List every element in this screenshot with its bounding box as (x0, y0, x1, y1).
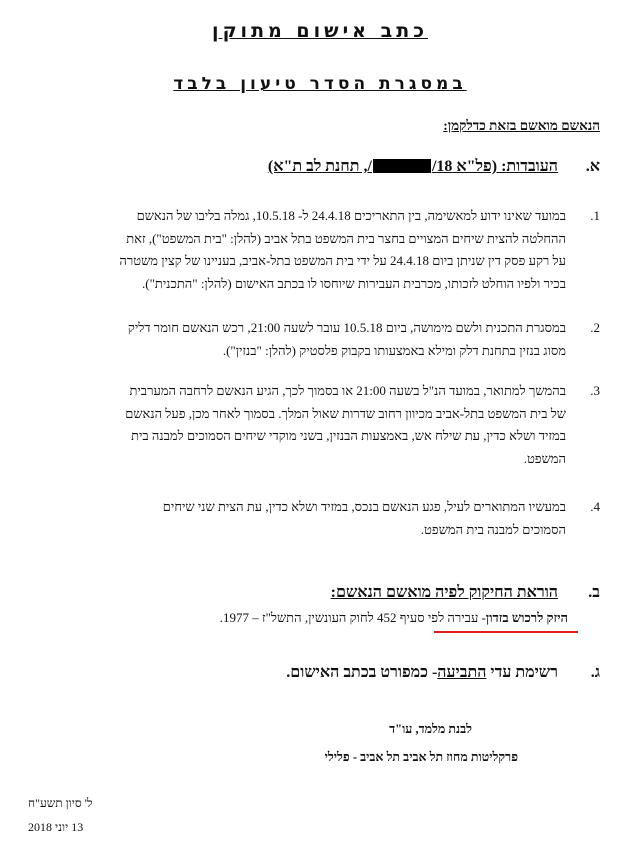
offence-description: - עבירה לפי סעיף 452 לחוק העונשין, התשל"ז – 1977. (219, 610, 486, 625)
section-a-title-start: העובדות: (פל"א 18/ (431, 158, 558, 175)
fact-line: הסמוכים למבנה בית המשפט. (420, 521, 566, 537)
section-c-title-underlined: התביעה (437, 664, 487, 681)
document-title: כתב אישום מתוקן (212, 20, 428, 42)
section-c-title-end: - כמפורט בכתב האישום. (286, 664, 438, 681)
section-b-title: הוראת החיקוק לפיה מואשם הנאשם: (330, 584, 558, 601)
section-c-title-start: רשימת עדי (486, 664, 558, 681)
fact-number: 3. (590, 383, 600, 398)
fact-item-4 (40, 496, 600, 541)
signatory-name: לבנת מלמד, עו"ד (389, 722, 472, 736)
section-c-letter: ג. (590, 664, 600, 681)
fact-number: 1. (590, 208, 600, 223)
section-c-heading (286, 664, 600, 682)
fact-line: של בית המשפט בתל-אביב מכיוון רחוב שדרות שאול המלך. בסמוך לאחר מכן, פעל הנאשם (125, 405, 566, 421)
section-b-letter: ב. (588, 584, 600, 601)
fact-item-1 (40, 205, 600, 295)
section-c-title (286, 664, 558, 682)
fact-line: המשפט. (523, 450, 566, 466)
signatory-office: פרקליטות מחוז תל אביב תל אביב - פלילי (324, 750, 518, 764)
fact-item-2 (40, 317, 600, 362)
intro-line: הנאשם מואשם בזאת כדלקמן: (443, 118, 600, 133)
fact-line: ההחלטה להצית שיחים המצויים בחצר בית המשפט בתל אביב (להלן: "בית המשפט"), זאת (126, 230, 566, 246)
fact-line: בכיר ולפיו הוחלט לזכותו, מכרבית העבירות שיוחסו לו בכתב האישום (להלן: "התכנית"). (142, 275, 566, 291)
section-a-heading (268, 158, 600, 176)
date-hebrew: ל' סיון תשע"ח (28, 796, 93, 810)
section-a-title-end: /, תחנת לב ת"א) (267, 158, 372, 175)
fact-line: על רקע פסק דין שניתן ביום 24.4.18 על ידי בית המשפט בתל-אביב, בעניינו של קצין משטרה (119, 253, 566, 268)
red-underline-mark (434, 631, 578, 633)
redaction-block (373, 159, 431, 173)
section-a-letter: א. (585, 158, 600, 175)
date-gregorian: 13 יוני 2018 (28, 820, 84, 834)
offence-name: היזק לרכוש בזדון (485, 610, 568, 625)
fact-number: 2. (590, 320, 600, 335)
fact-number: 4. (590, 499, 600, 514)
fact-line: במזיד ושלא כדין, עת שילח אש, באמצעות הבנזין, בשני מוקדי שיחים הסמוכים למבנה בית (131, 428, 566, 443)
fact-line: במעשיו המתוארים לעיל, פגע הנאשם בנכס, במזיד ושלא כדין, עת הצית שני שיחים (162, 499, 566, 514)
document-subtitle: במסגרת הסדר טיעון בלבד (173, 74, 467, 94)
section-a-title (268, 158, 558, 176)
section-b-heading (331, 584, 600, 602)
offence-line (220, 610, 568, 626)
fact-line: מסוג בנזין בתחנת דלק ומילא באמצעותו בקבוק פלסטיק (להלן: "בנזין"). (222, 342, 566, 358)
fact-item-3 (40, 380, 600, 470)
fact-line: במסגרת התכנית ולשם מימושה, ביום 10.5.18 עובר לשעה 21:00, רכש הנאשם חומר דליק (127, 320, 566, 335)
fact-line: בהמשך למתואר, במועד הנ"ל בשעה 21:00 או בסמוך לכך, הגיע הנאשם לרחבה המערבית (129, 383, 566, 398)
fact-line: במועד שאינו ידוע למאשימה, בין התאריכים 24.4.18 ל- 10.5.18, גמלה בליבו של הנאשם (136, 208, 566, 223)
